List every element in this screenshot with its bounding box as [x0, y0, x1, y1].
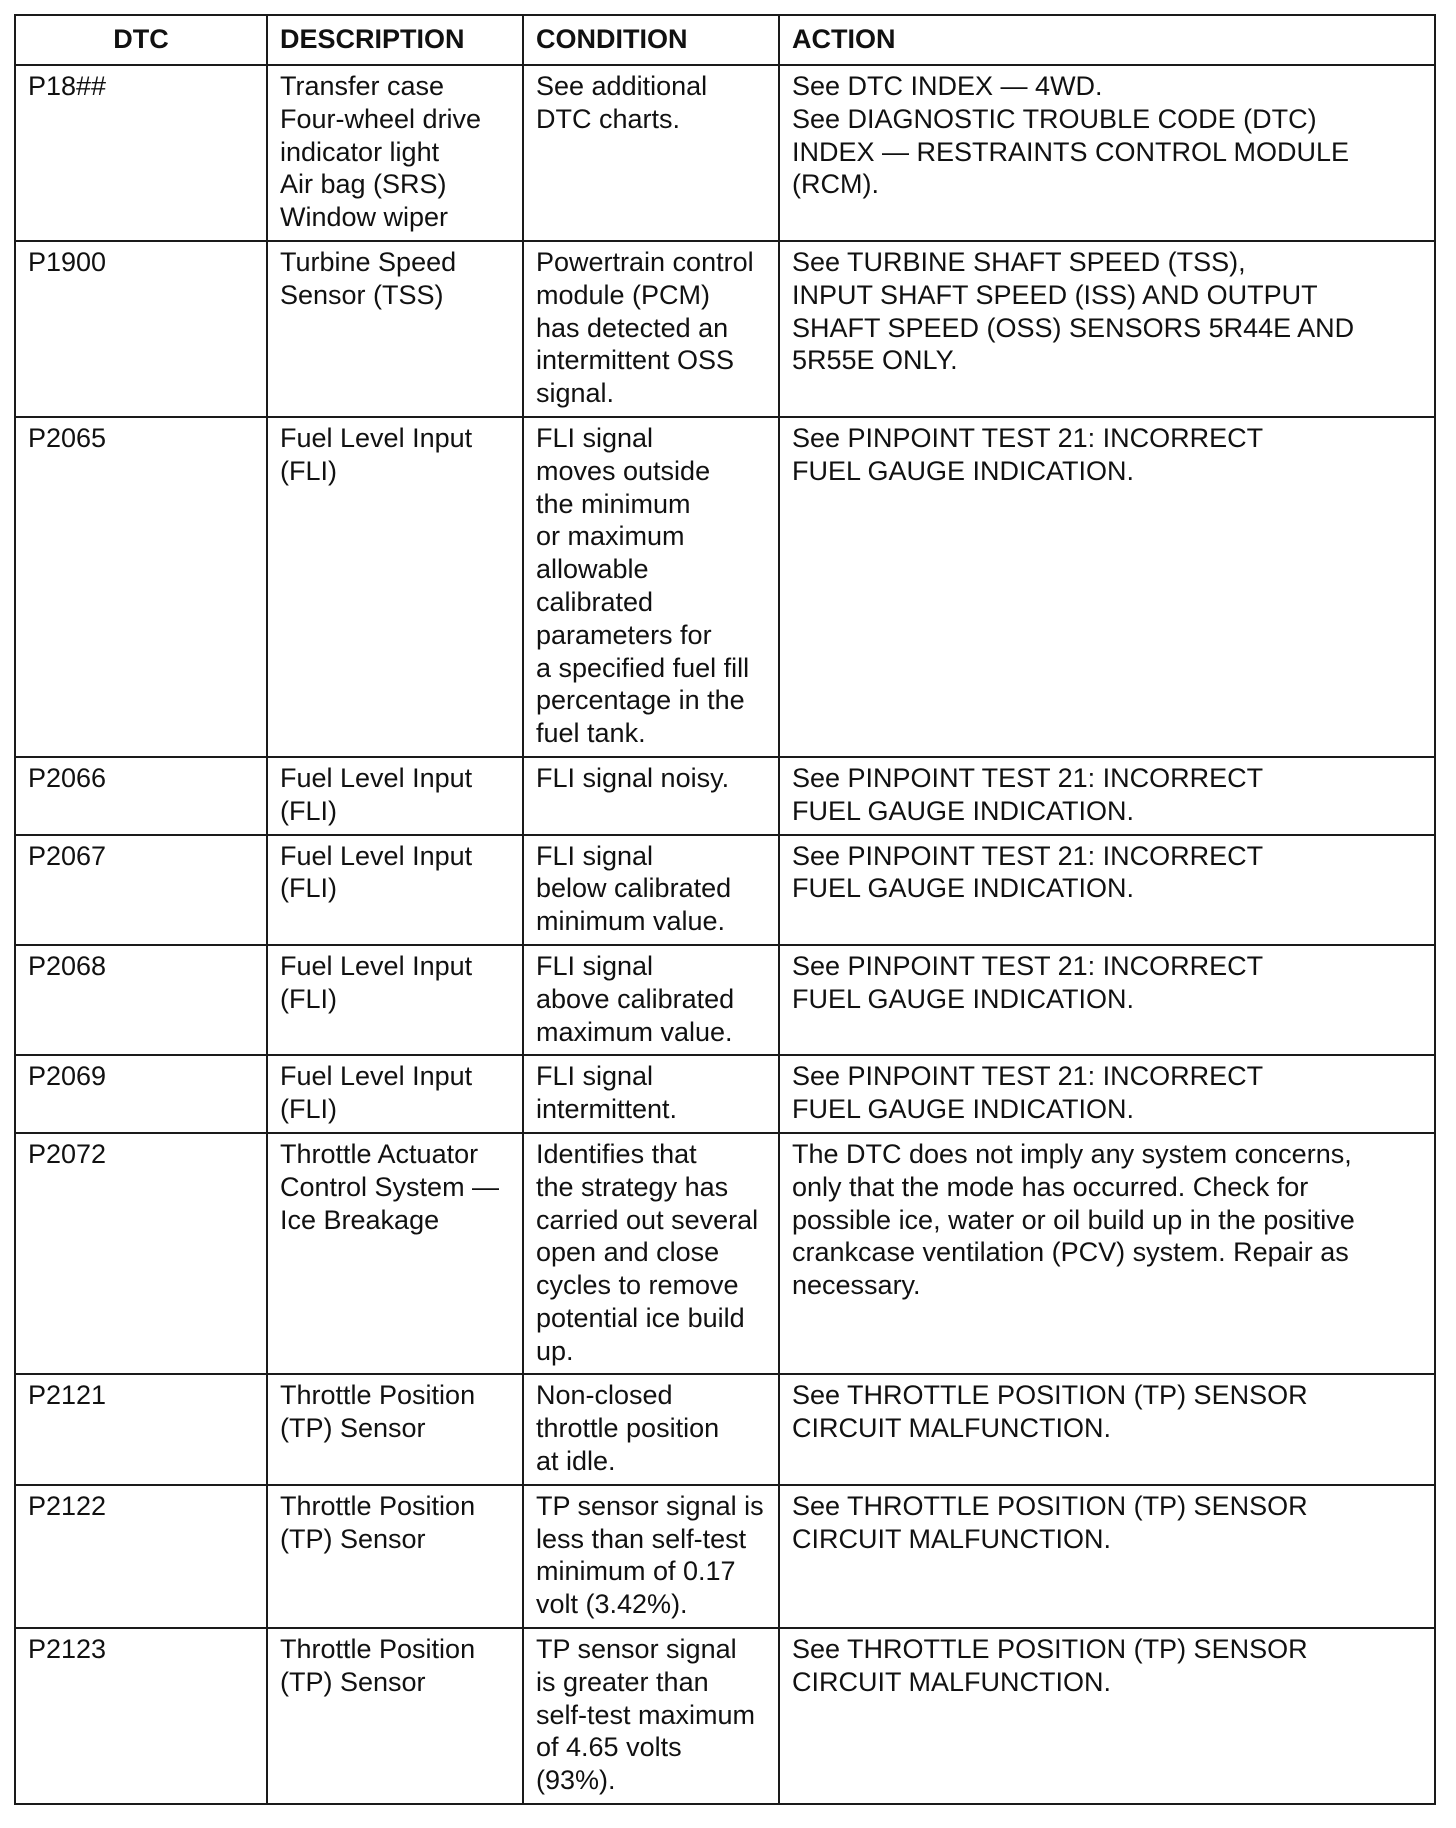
description-cell [267, 945, 523, 1055]
header-row [15, 15, 1435, 65]
action-cell-line: See PINPOINT TEST 21: INCORRECT [792, 422, 1264, 453]
condition-cell-line: minimum value. [536, 906, 726, 937]
condition-cell-line: below calibrated [536, 873, 732, 904]
condition-cell [523, 1055, 779, 1133]
dtc-cell: P2065 [15, 417, 267, 757]
action-cell-line: See TURBINE SHAFT SPEED (TSS), [792, 246, 1246, 277]
action-cell [779, 835, 1435, 945]
header-dtc: DTC [15, 15, 267, 65]
header-description: DESCRIPTION [267, 15, 523, 65]
description-cell-line: Ice Breakage [280, 1204, 440, 1235]
table-row [15, 1485, 1435, 1628]
table-body [15, 65, 1435, 1804]
description-cell [267, 65, 523, 241]
dtc-cell: P2072 [15, 1133, 267, 1375]
description-cell [267, 241, 523, 417]
action-cell-line: See DIAGNOSTIC TROUBLE CODE (DTC) [792, 103, 1317, 134]
condition-cell-line: See additional [536, 71, 708, 101]
action-cell-line: only that the mode has occurred. Check for [792, 1171, 1309, 1202]
condition-cell-line: at idle. [536, 1446, 616, 1477]
header-action: ACTION [779, 15, 1435, 65]
condition-cell [523, 1485, 779, 1628]
action-cell-line: crankcase ventilation (PCV) system. Repair as [792, 1237, 1349, 1268]
action-cell [779, 1628, 1435, 1804]
description-cell-line: Air bag (SRS) [280, 169, 447, 200]
action-cell-line: CIRCUIT MALFUNCTION. [792, 1666, 1112, 1697]
description-cell-line: (FLI) [280, 983, 337, 1014]
action-cell-line: (RCM). [792, 169, 879, 200]
description-cell-line: Fuel Level Input [280, 950, 473, 981]
condition-cell-line: above calibrated [536, 983, 735, 1014]
dtc-cell: P2123 [15, 1628, 267, 1804]
description-cell-line: Fuel Level Input [280, 1061, 473, 1092]
condition-cell-line: is greater than [536, 1666, 709, 1697]
condition-cell-line: module (PCM) [536, 279, 711, 310]
table-row [15, 835, 1435, 945]
description-cell-line: Throttle Position [280, 1490, 476, 1521]
dtc-cell: P2066 [15, 757, 267, 835]
dtc-cell: P2069 [15, 1055, 267, 1133]
description-cell-line: (FLI) [280, 455, 337, 486]
condition-cell-line: Non-closed [536, 1380, 673, 1411]
condition-cell-line: FLI signal [536, 1061, 654, 1092]
description-cell-line: Control System — [280, 1171, 500, 1202]
condition-cell-line: of 4.65 volts [536, 1732, 682, 1763]
table-row [15, 241, 1435, 417]
table-row [15, 945, 1435, 1055]
description-cell-line: Throttle Position [280, 1634, 476, 1665]
dtc-cell: P2122 [15, 1485, 267, 1628]
description-cell [267, 1055, 523, 1133]
action-cell-line: necessary. [792, 1270, 921, 1301]
condition-cell-line: moves outside [536, 455, 711, 486]
condition-cell-line: (93%). [536, 1765, 616, 1796]
condition-cell-line: Identifies that [536, 1138, 697, 1169]
condition-cell-line: or maximum [536, 521, 685, 552]
action-cell-line: FUEL GAUGE INDICATION. [792, 873, 1135, 904]
table-row [15, 1055, 1435, 1133]
action-cell-line: CIRCUIT MALFUNCTION. [792, 1523, 1112, 1554]
action-cell-line: INPUT SHAFT SPEED (ISS) AND OUTPUT [792, 279, 1318, 310]
table-row [15, 1374, 1435, 1484]
action-cell-line: FUEL GAUGE INDICATION. [792, 983, 1135, 1014]
action-cell [779, 65, 1435, 241]
condition-cell-line: DTC charts. [536, 103, 681, 134]
description-cell-line: indicator light [280, 136, 440, 167]
condition-cell [523, 65, 779, 241]
description-cell-line: Fuel Level Input [280, 422, 473, 453]
dtc-cell: P1900 [15, 241, 267, 417]
action-cell-line: The DTC does not imply any system concerns, [792, 1138, 1352, 1169]
description-cell-line: (TP) Sensor [280, 1413, 426, 1444]
table-row [15, 1628, 1435, 1804]
condition-cell-line: carried out several [536, 1204, 759, 1235]
condition-cell [523, 1374, 779, 1484]
condition-cell-line: potential ice build [536, 1302, 745, 1333]
description-cell [267, 1374, 523, 1484]
action-cell-line: 5R55E ONLY. [792, 345, 958, 376]
description-cell [267, 835, 523, 945]
header-condition: CONDITION [523, 15, 779, 65]
dtc-cell: P2121 [15, 1374, 267, 1484]
description-cell [267, 1485, 523, 1628]
condition-cell-line: throttle position [536, 1413, 720, 1444]
action-cell [779, 1133, 1435, 1375]
action-cell-line: See DTC INDEX — 4WD. [792, 71, 1103, 101]
action-cell-line: FUEL GAUGE INDICATION. [792, 455, 1135, 486]
description-cell-line: Fuel Level Input [280, 840, 473, 871]
condition-cell-line: signal. [536, 378, 615, 409]
description-cell [267, 757, 523, 835]
condition-cell-line: up. [536, 1335, 574, 1366]
condition-cell-line: FLI signal [536, 950, 654, 981]
condition-cell-line: percentage in the [536, 685, 745, 716]
condition-cell [523, 1133, 779, 1375]
condition-cell-line: volt (3.42%). [536, 1589, 688, 1620]
condition-cell-line: has detected an [536, 312, 729, 343]
action-cell-line: See PINPOINT TEST 21: INCORRECT [792, 762, 1264, 793]
description-cell-line: Transfer case [280, 71, 445, 101]
condition-cell-line: fuel tank. [536, 718, 646, 749]
description-cell [267, 1133, 523, 1375]
description-cell-line: (TP) Sensor [280, 1523, 426, 1554]
description-cell-line: (TP) Sensor [280, 1666, 426, 1697]
action-cell-line: SHAFT SPEED (OSS) SENSORS 5R44E AND [792, 312, 1355, 343]
description-cell-line: (FLI) [280, 873, 337, 904]
description-cell-line: (FLI) [280, 795, 337, 826]
condition-cell-line: TP sensor signal [536, 1634, 737, 1665]
dtc-table [14, 14, 1436, 1805]
condition-cell-line: cycles to remove [536, 1270, 739, 1301]
condition-cell-line: open and close [536, 1237, 720, 1268]
table-row [15, 65, 1435, 241]
dtc-cell: P2068 [15, 945, 267, 1055]
action-cell-line: FUEL GAUGE INDICATION. [792, 795, 1135, 826]
action-cell-line: See THROTTLE POSITION (TP) SENSOR [792, 1634, 1308, 1665]
condition-cell [523, 1628, 779, 1804]
condition-cell-line: Powertrain control [536, 246, 754, 277]
condition-cell-line: minimum of 0.17 [536, 1556, 736, 1587]
condition-cell-line: FLI signal [536, 840, 654, 871]
condition-cell-line: maximum value. [536, 1016, 733, 1047]
condition-cell-line: a specified fuel fill [536, 652, 750, 683]
action-cell-line: See THROTTLE POSITION (TP) SENSOR [792, 1490, 1308, 1521]
condition-cell-line: FLI signal [536, 422, 654, 453]
condition-cell-line: intermittent OSS [536, 345, 735, 376]
condition-cell-line: allowable [536, 554, 649, 585]
dtc-cell: P18## [15, 65, 267, 241]
action-cell-line: FUEL GAUGE INDICATION. [792, 1094, 1135, 1125]
condition-cell-line: the strategy has [536, 1171, 729, 1202]
action-cell [779, 417, 1435, 757]
action-cell [779, 757, 1435, 835]
action-cell-line: See PINPOINT TEST 21: INCORRECT [792, 1061, 1264, 1092]
table-row [15, 757, 1435, 835]
condition-cell-line: parameters for [536, 619, 712, 650]
action-cell [779, 241, 1435, 417]
description-cell-line: Sensor (TSS) [280, 279, 444, 310]
condition-cell-line: intermittent. [536, 1094, 678, 1125]
dtc-cell: P2067 [15, 835, 267, 945]
description-cell-line: Fuel Level Input [280, 762, 473, 793]
table-row [15, 417, 1435, 757]
action-cell-line: CIRCUIT MALFUNCTION. [792, 1413, 1112, 1444]
action-cell-line: See PINPOINT TEST 21: INCORRECT [792, 950, 1264, 981]
action-cell [779, 1485, 1435, 1628]
condition-cell [523, 835, 779, 945]
action-cell [779, 1055, 1435, 1133]
action-cell-line: possible ice, water or oil build up in the positive [792, 1204, 1355, 1235]
table-row [15, 1133, 1435, 1375]
condition-cell-line: TP sensor signal is [536, 1490, 764, 1521]
condition-cell-line: calibrated [536, 586, 654, 617]
action-cell [779, 945, 1435, 1055]
condition-cell [523, 417, 779, 757]
description-cell-line: Window wiper [280, 202, 449, 233]
description-cell-line: Turbine Speed [280, 246, 457, 277]
condition-cell-line: the minimum [536, 488, 691, 519]
description-cell [267, 417, 523, 757]
condition-cell [523, 241, 779, 417]
condition-cell-line: FLI signal noisy. [536, 762, 730, 793]
condition-cell [523, 945, 779, 1055]
description-cell-line: (FLI) [280, 1094, 337, 1125]
description-cell [267, 1628, 523, 1804]
condition-cell-line: self-test maximum [536, 1699, 756, 1730]
action-cell-line: See PINPOINT TEST 21: INCORRECT [792, 840, 1264, 871]
action-cell [779, 1374, 1435, 1484]
condition-cell-line: less than self-test [536, 1523, 747, 1554]
description-cell-line: Throttle Actuator [280, 1138, 479, 1169]
action-cell-line: See THROTTLE POSITION (TP) SENSOR [792, 1380, 1308, 1411]
description-cell-line: Throttle Position [280, 1380, 476, 1411]
condition-cell [523, 757, 779, 835]
description-cell-line: Four-wheel drive [280, 103, 482, 134]
action-cell-line: INDEX — RESTRAINTS CONTROL MODULE [792, 136, 1350, 167]
